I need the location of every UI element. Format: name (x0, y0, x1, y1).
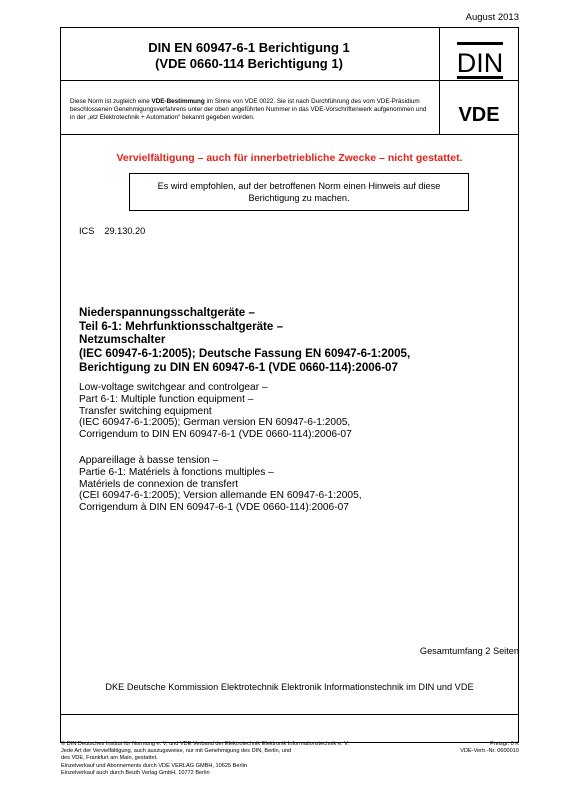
german-title (79, 306, 509, 375)
ics-code (79, 226, 145, 236)
reproduction-warning: Vervielfältigung – auch für innerbetriebliche Zwecke – nicht gestattet. (116, 152, 463, 164)
frame-divider (61, 80, 518, 81)
german-title-line: Netzumschalter (79, 333, 166, 347)
vde-logo-text: VDE (458, 104, 500, 124)
french-title (79, 455, 509, 514)
french-title-line: Appareillage à basse tension – (79, 455, 219, 466)
frame-divider (61, 134, 518, 135)
footer-line: des VDE, Frankfurt am Main, gestattet. (61, 755, 158, 762)
title-line-1: DIN EN 60947-6-1 Berichtigung 1 (148, 40, 350, 55)
dke-committee: DKE Deutsche Kommission Elektrotechnik Elektronik Informationstechnik im DIN und VDE (105, 682, 474, 692)
german-title-line: Niederspannungsschaltgeräte – (79, 306, 255, 319)
din-logo (457, 40, 503, 82)
german-title-line: (IEC 60947-6-1:2005); Deutsche Fassung EN 60947-6-1:2005, (79, 347, 411, 361)
french-title-line: Partie 6-1: Matériels à fonctions multiples – (79, 466, 274, 478)
notice-line-1: Es wird empfohlen, auf der betroffenen Norm einen Hinweis auf diese (157, 181, 441, 191)
footer-line: © DIN Deutsches Institut für Normung e. V. und VDE Verband der Elektrotechnik Elektronik Informationstechnik e. V. (61, 741, 349, 747)
footer-line: Einzelverkauf und Abonnements durch VDE VERLAG GMBH, 10625 Berlin (61, 762, 247, 769)
distribution-number: VDE-Vertr.-Nr. 0600010 (460, 748, 519, 755)
frame-divider (61, 714, 518, 715)
german-title-line: Teil 6-1: Mehrfunktionsschaltgeräte – (79, 319, 284, 333)
notice-box (129, 173, 469, 211)
vde-logo (448, 104, 510, 124)
french-title-line: (CEI 60947-6-1:2005); Version allemande EN 60947-6-1:2005, (79, 490, 362, 502)
vde-note-bold: VDE-Bestimmung (151, 98, 205, 105)
english-title-line: Low-voltage switchgear and controlgear – (79, 382, 268, 393)
ics-label: ICS (79, 226, 95, 236)
copyright-footer (61, 741, 441, 777)
publication-date: August 2013 (465, 12, 519, 23)
ics-number: 29.130.20 (104, 226, 146, 236)
french-title-line: Matériels de connexion de transfert (79, 478, 239, 490)
vde-note-suffix: im Sinne von VDE 0022. Sie ist nach Durchführung des vom VDE-Präsidium beschlossenen Genehmigungsverfahrens unter der oben angeführten Nummer in das VDE-Vorschriftenwerk aufgenommen und in der „etz Elektrotechnik + Automation“ bekannt gegeben worden. (70, 98, 427, 121)
total-pages: Gesamtumfang 2 Seiten (419, 646, 519, 656)
english-title-line: Corrigendum to DIN EN 60947-6-1 (VDE 0660-114):2006-07 (79, 429, 352, 441)
notice-line-2: Berichtigung zu machen. (248, 193, 350, 203)
title-line-2: (VDE 0660-114 Berichtigung 1) (155, 56, 343, 71)
din-logo-text: DIN (457, 48, 503, 78)
footer-line: Jede Art der Vervielfältigung, auch auszugsweise, nur mit Genehmigung des DIN, Berlin, und (61, 748, 292, 755)
english-title-line: Part 6-1: Multiple function equipment – (79, 393, 254, 405)
price-info (460, 741, 519, 755)
logo-column-divider (439, 28, 440, 134)
french-title-line: Corrigendum à DIN EN 60947-6-1 (VDE 0660-114):2006-07 (79, 502, 349, 514)
english-title-line: Transfer switching equipment (79, 405, 212, 417)
vde-note-prefix: Diese Norm ist zugleich eine (70, 98, 152, 105)
price-group: Preisgr. 0 K (490, 741, 519, 747)
footer-line: Einzelverkauf auch durch Beuth Verlag GmbH, 10772 Berlin (61, 769, 210, 776)
vde-regulation-note (70, 98, 430, 122)
german-title-line: Berichtigung zu DIN EN 60947-6-1 (VDE 0660-114):2006-07 (79, 360, 398, 374)
document-title (68, 40, 430, 72)
english-title (79, 382, 509, 441)
english-title-line: (IEC 60947-6-1:2005); German version EN 60947-6-1:2005, (79, 417, 351, 429)
